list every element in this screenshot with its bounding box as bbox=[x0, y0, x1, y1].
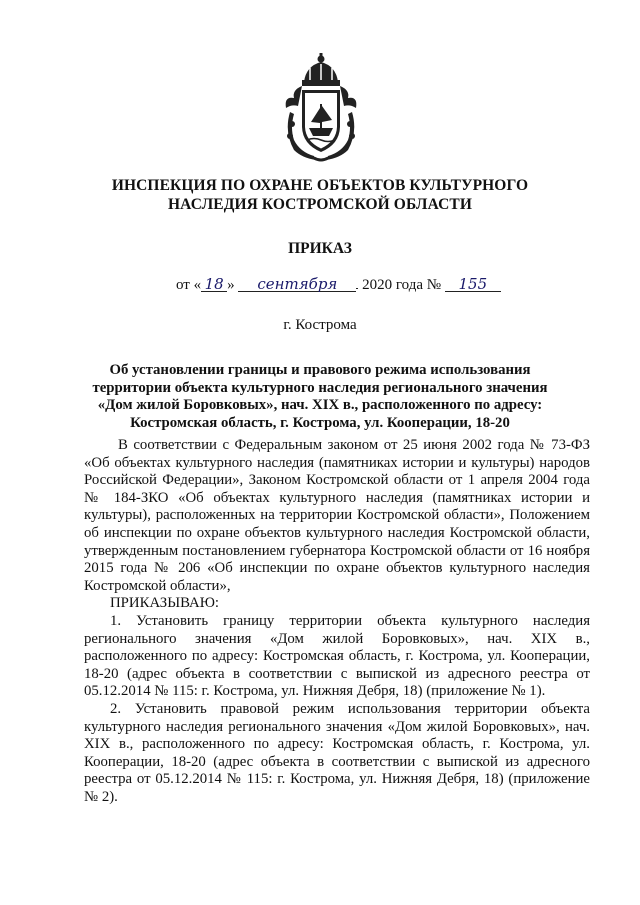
preamble-paragraph: В соответствии с Федеральным законом от 25 июня 2002 года № 73-ФЗ «Об объектах культурного наследия (памятниках истории и культуры) народов Российской Федерации», Законом Костромской области от 1 апреля 2004 года № 184-ЗКО «Об объектах культурного наследия (памятниках истории и культуры), расположенных на территории Костромской области», Положением об инспекции по охране объектов культурного наследия Костромской области, утвержденным постановлением губернатора Костромской области от 16 ноября 2015 года № 206 «Об инспекции по охране объектов культурного наследия Костромской области», bbox=[84, 437, 590, 594]
organization-name bbox=[60, 176, 580, 214]
subject-line4: Костромская область, г. Кострома, ул. Кооперации, 18-20 bbox=[130, 414, 510, 431]
order-item-1: 1. Установить границу территории объекта культурного наследия регионального значения «Дом жилой Боровковых», нач. XIX в., расположенного по адресу: Костромская область, г. Кострома, ул. Кооперации, 18-20 (адрес объекта в соответствии с выпиской из адресного реестра от 05.12.2014 № 115: г. Кострома, ул. Нижняя Дебря, 18) (приложение № 1). bbox=[84, 612, 590, 700]
order-word: ПРИКАЗЫВАЮ: bbox=[110, 595, 220, 612]
date-mid: » bbox=[227, 277, 235, 293]
date-day: 18 bbox=[201, 277, 227, 292]
date-month: сентября bbox=[238, 277, 356, 292]
subject-line3: «Дом жилой Боровковых», нач. XIX в., расположенного по адресу: bbox=[97, 397, 543, 413]
date-year: 2020 года № bbox=[362, 277, 442, 293]
document-title: ПРИКАЗ bbox=[288, 240, 352, 257]
organization-name-line2: НАСЛЕДИЯ КОСТРОМСКОЙ ОБЛАСТИ bbox=[168, 196, 472, 213]
organization-name-line1: ИНСПЕКЦИЯ ПО ОХРАНЕ ОБЪЕКТОВ КУЛЬТУРНОГО bbox=[111, 177, 529, 194]
order-subject bbox=[80, 362, 560, 432]
order-body bbox=[84, 437, 590, 806]
order-date-line bbox=[176, 277, 501, 294]
order-item-2: 2. Установить правовой режим использования территории объекта культурного наследия регионального значения «Дом жилой Боровковых», нач. XIX в., расположенного по адресу: Костромская область, г. Кострома, ул. Кооперации, 18-20 (адрес объекта в соответствии с выпиской из адресного реестра от 05.12.2014 № 115: г. Кострома, ул. Нижняя Дебря, 18) (приложение № 2). bbox=[84, 700, 590, 805]
document-city: г. Кострома bbox=[283, 317, 357, 333]
date-prefix: от « bbox=[176, 277, 202, 293]
coat-of-arms-emblem bbox=[280, 52, 362, 164]
subject-line1: Об установлении границы и правового режима использования bbox=[109, 362, 531, 378]
order-number: 155 bbox=[445, 277, 501, 292]
subject-line2: территории объекта культурного наследия регионального значения bbox=[92, 379, 548, 396]
